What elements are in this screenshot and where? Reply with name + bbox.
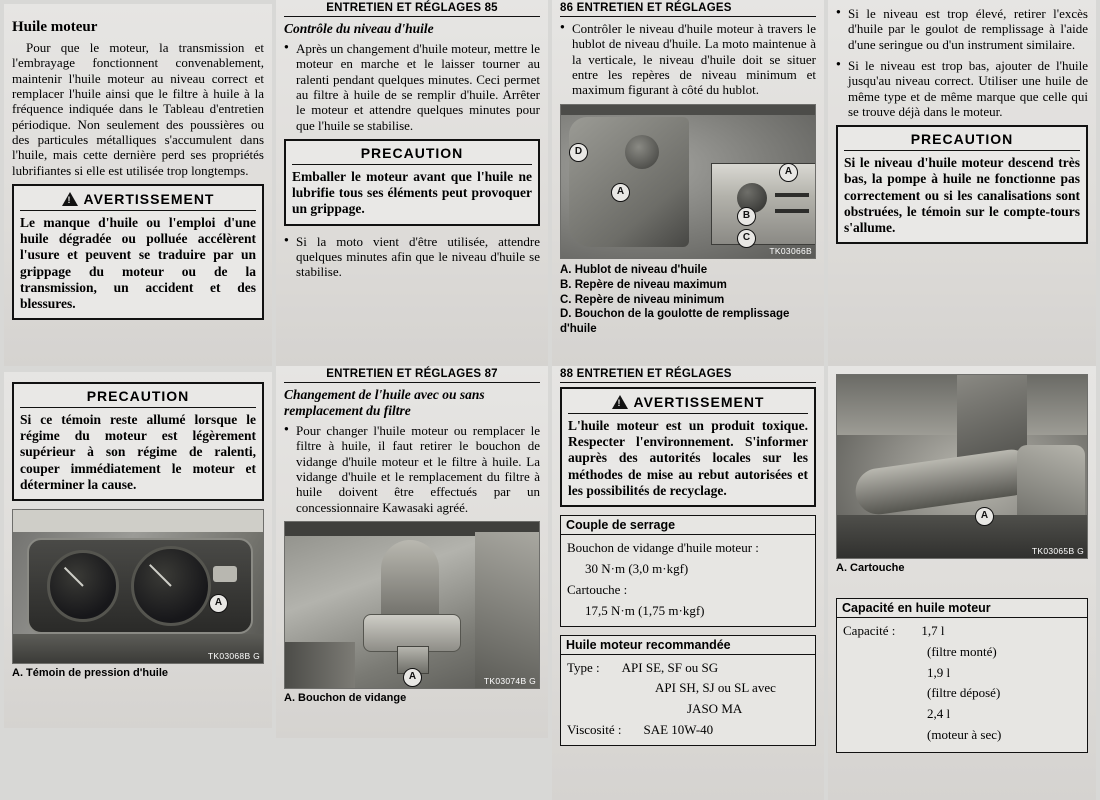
article-panel-88 bbox=[552, 366, 824, 800]
bullet-list-oil-change bbox=[284, 423, 540, 515]
table-row bbox=[561, 720, 815, 741]
table-recommended-oil bbox=[560, 635, 816, 747]
article-panel-85 bbox=[4, 4, 272, 366]
photo-callout-d: D bbox=[569, 143, 588, 162]
warning-triangle-icon bbox=[612, 395, 628, 409]
photo-callout-a1: A bbox=[611, 183, 630, 202]
caution-box-warning-lamp bbox=[12, 382, 264, 501]
cell-label: Capacité : bbox=[843, 622, 896, 638]
running-header-85: ENTRETIEN ET RÉGLAGES 85 bbox=[284, 2, 540, 17]
list-item: ● Après un changement d'huile moteur, mettre le moteur en marche et le laisser tourner au ralenti pendant quelques minutes. Ceci permet au filtre à huile de se remplir d'huile. Arrêter le moteur et attendre quelques minutes pour que l'huile se stabilise. bbox=[284, 41, 540, 133]
cell-value: API SH, SJ ou SL avec bbox=[655, 680, 776, 696]
cell-value: (moteur à sec) bbox=[927, 727, 1002, 743]
photo-instrument-cluster bbox=[12, 509, 264, 664]
caution-label: PRECAUTION bbox=[844, 131, 1080, 151]
photo-callout-a: A bbox=[403, 668, 422, 687]
table-torque-title: Couple de serrage bbox=[561, 516, 815, 535]
caution-box-low-oil bbox=[836, 125, 1088, 244]
photo-callout-a: A bbox=[975, 507, 994, 526]
warning-text: L'huile moteur est un produit toxique. Respecter l'environnement. S'informer auprès des autorités locales sur les méthodes de mise au rebut autorisées et les possibilités de recyclage. bbox=[568, 418, 808, 498]
photo-callout-a: A bbox=[209, 594, 228, 613]
table-row bbox=[837, 642, 1087, 663]
cell-label: Cartouche : bbox=[567, 581, 628, 597]
table-torque bbox=[560, 515, 816, 627]
table-row bbox=[561, 678, 815, 699]
legend-item-c: C. Repère de niveau minimum bbox=[560, 293, 725, 306]
cell-label: Type : bbox=[567, 659, 600, 675]
warning-box-environment bbox=[560, 387, 816, 507]
photo-callout-b: B bbox=[737, 207, 756, 226]
cell-value: JASO MA bbox=[687, 701, 743, 717]
photo-code: TK03068B G bbox=[207, 650, 260, 661]
section-title-oil-change: Changement de l'huile avec ou sans remplacement du filtre bbox=[284, 387, 485, 418]
photo-callout-c: C bbox=[737, 229, 756, 248]
warning-label: !AVERTISSEMENT bbox=[568, 393, 808, 414]
photo-code: TK03066B bbox=[769, 245, 812, 256]
article-panel-87-left bbox=[4, 372, 272, 728]
photo-caption: A. Témoin de pression d'huile bbox=[12, 666, 169, 679]
cell-value: 30 N·m (3,0 m·kgf) bbox=[585, 560, 689, 576]
caution-label: PRECAUTION bbox=[20, 388, 256, 408]
table-row bbox=[837, 683, 1087, 704]
legend-item-d: D. Bouchon de la goulotte de remplissage d'huile bbox=[560, 308, 790, 336]
cell-value: API SE, SF ou SG bbox=[621, 659, 719, 675]
photo-oil-sight-glass bbox=[560, 104, 816, 259]
article-panel-86 bbox=[552, 0, 824, 366]
warning-triangle-icon bbox=[62, 192, 78, 206]
table-row bbox=[561, 699, 815, 720]
list-item: ● Si la moto vient d'être utilisée, attendre quelques minutes afin que le niveau d'huile se stabilise. bbox=[284, 234, 540, 280]
warning-box-oil bbox=[12, 184, 264, 320]
cell-value: 2,4 l bbox=[927, 706, 951, 722]
legend-item-b: B. Repère de niveau maximum bbox=[560, 278, 727, 291]
table-row bbox=[837, 725, 1087, 746]
photo-caption: A. Bouchon de vidange bbox=[284, 691, 407, 704]
warning-label: !AVERTISSEMENT bbox=[20, 190, 256, 211]
cell-value: 1,7 l bbox=[921, 622, 945, 638]
photo-drain-plug bbox=[284, 521, 540, 689]
bullet-list-level-check-2 bbox=[284, 234, 540, 280]
cell-value: (filtre déposé) bbox=[927, 685, 1001, 701]
list-item: ● Contrôler le niveau d'huile moteur à travers le hublot de niveau d'huile. La moto maintenue à la verticale, le niveau d'huile doit se situer entre les repères de niveau minimum et maximum figurant à côté du hublot. bbox=[560, 21, 816, 98]
running-header-88: 88 ENTRETIEN ET RÉGLAGES bbox=[560, 368, 816, 383]
photo-callout-a2: A bbox=[779, 163, 798, 182]
article-panel-88-right bbox=[828, 366, 1096, 800]
running-header-86: 86 ENTRETIEN ET RÉGLAGES bbox=[560, 2, 816, 17]
caution-text: Si ce témoin reste allumé lorsque le régime du moteur est légèrement supérieur à son régime de ralenti, couper immédiatement le moteur et déterminer la cause. bbox=[20, 412, 256, 492]
table-row bbox=[561, 601, 815, 622]
photo-code: TK03074B G bbox=[483, 675, 536, 686]
table-row bbox=[561, 580, 815, 601]
caution-text: Emballer le moteur avant que l'huile ne lubrifie tous ses éléments peut provoquer un grippage. bbox=[292, 168, 532, 217]
bullet-list-level-adjust bbox=[836, 6, 1088, 119]
list-item: ● Pour changer l'huile moteur ou remplacer le filtre à huile, il faut retirer le bouchon de vidange d'huile moteur et le filtre à huile. La vidange d'huile et le remplacement du filtre à huile doivent être effectués par un concessionnaire Kawasaki agréé. bbox=[284, 423, 540, 515]
caution-text: Si le niveau d'huile moteur descend très bas, la pompe à huile ne fonctionne pas correctement ou si les canalisations sont obstruées, le témoin sur le compte-tours s'allume. bbox=[844, 155, 1080, 236]
cell-label: Viscosité : bbox=[567, 722, 622, 738]
table-row bbox=[561, 538, 815, 559]
photo-legend bbox=[560, 263, 816, 338]
section-title-level-check: Contrôle du niveau d'huile bbox=[284, 21, 434, 36]
list-item: ● Si le niveau est trop bas, ajouter de l'huile jusqu'au niveau correct. Utiliser une huile de même type et de même marque que celle qui se trouve déjà dans le moteur. bbox=[836, 58, 1088, 119]
cell-value: SAE 10W-40 bbox=[643, 722, 714, 738]
table-row bbox=[837, 663, 1087, 684]
caution-box-racing bbox=[284, 139, 540, 226]
table-row bbox=[837, 621, 1087, 642]
table-row bbox=[561, 559, 815, 580]
legend-item-a: A. Hublot de niveau d'huile bbox=[560, 263, 708, 276]
photo-caption: A. Cartouche bbox=[836, 562, 905, 574]
photo-oil-filter-cartridge bbox=[836, 374, 1088, 559]
bullet-list-level-check bbox=[284, 41, 540, 133]
table-row bbox=[837, 704, 1087, 725]
table-capacity-title: Capacité en huile moteur bbox=[837, 599, 1087, 618]
paragraph-oil-intro: Pour que le moteur, la transmission et l'embrayage fonctionnent convenablement, maintenir l'huile moteur au niveau correct et remplacer l'huile ainsi que le filtre à huile à la fréquence indiquée dans le Tableau d'entretien périodique. Non seulement des poussières ou des particules métalliques s'accumulent dans l'huile, mais cette dernière perd ses propriétés lubrifiantes si elle est utilisée trop longtemps. bbox=[12, 40, 264, 178]
table-oil-capacity bbox=[836, 598, 1088, 753]
cell-label: Bouchon de vidange d'huile moteur : bbox=[567, 539, 759, 555]
warning-text: Le manque d'huile ou l'emploi d'une huile dégradée ou polluée accélèrent l'usure et peuvent se traduire par un grippage du moteur ou de la transmission, un accident et des blessures. bbox=[20, 214, 256, 311]
table-row bbox=[561, 658, 815, 679]
page-title: Huile moteur bbox=[12, 19, 98, 35]
bullet-list-sight-glass bbox=[560, 21, 816, 98]
photo-code: TK03065B G bbox=[1031, 546, 1084, 556]
cell-value: 1,9 l bbox=[927, 664, 951, 680]
running-header-87: ENTRETIEN ET RÉGLAGES 87 bbox=[284, 368, 540, 383]
article-panel-85-right bbox=[276, 0, 548, 366]
cell-value: (filtre monté) bbox=[927, 643, 997, 659]
list-item: ● Si le niveau est trop élevé, retirer l'excès d'huile par le goulot de remplissage à l'aide d'une seringue ou d'un instrument similaire. bbox=[836, 6, 1088, 52]
caution-label: PRECAUTION bbox=[292, 145, 532, 165]
article-panel-87 bbox=[276, 366, 548, 738]
article-panel-86-right bbox=[828, 0, 1096, 366]
table-oil-title: Huile moteur recommandée bbox=[561, 636, 815, 655]
cell-value: 17,5 N·m (1,75 m·kgf) bbox=[585, 602, 705, 618]
